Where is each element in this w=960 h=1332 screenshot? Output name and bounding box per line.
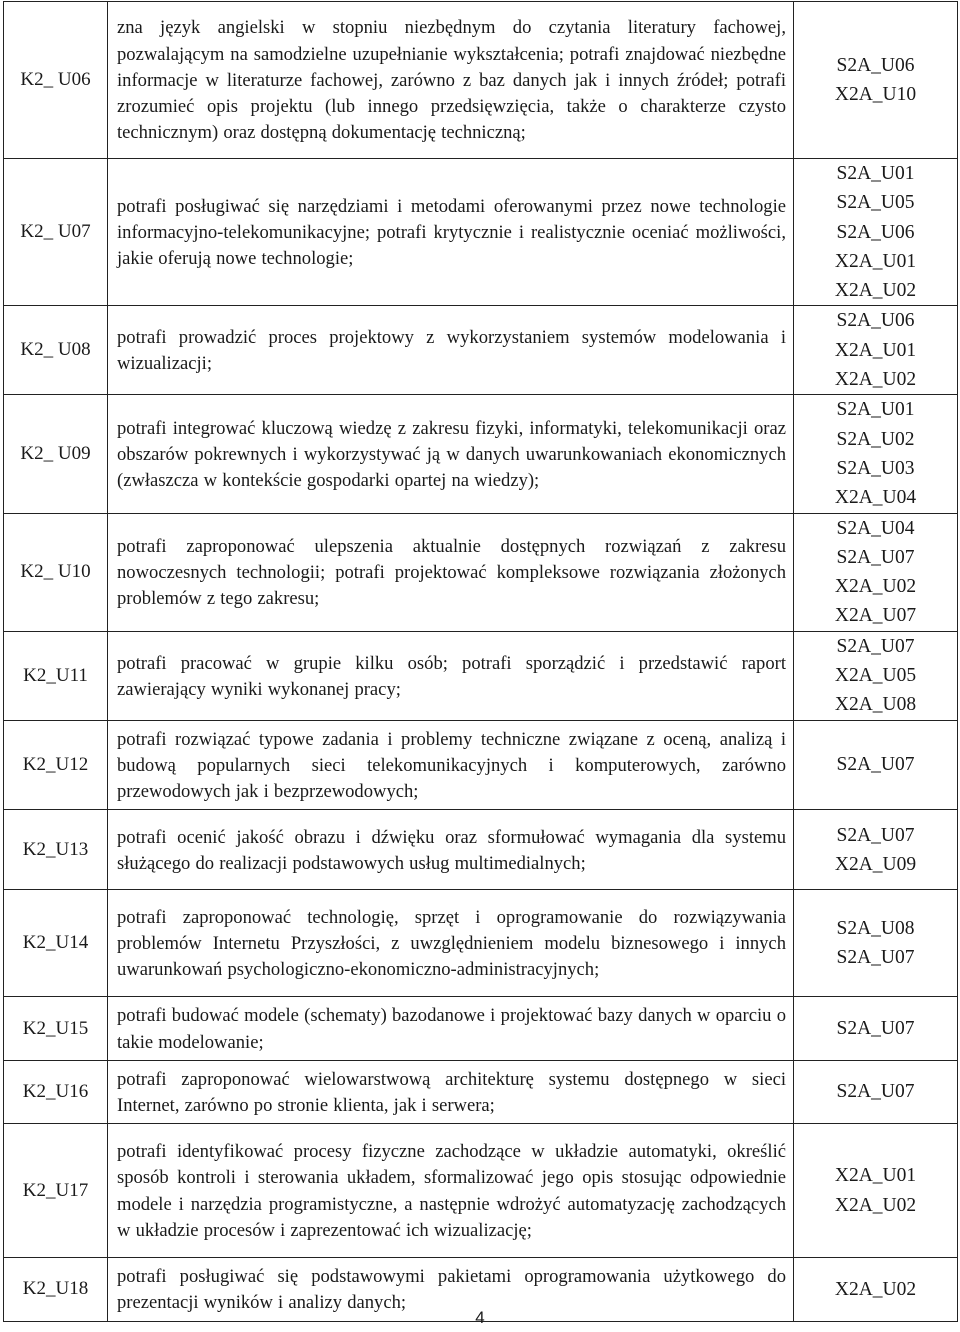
reference-code: X2A_U02 <box>834 1278 917 1300</box>
reference-code: S2A_U06 <box>836 54 915 76</box>
reference-code: S2A_U03 <box>836 457 915 479</box>
reference-code: S2A_U07 <box>836 546 915 568</box>
outcome-references <box>794 1124 958 1258</box>
table-row <box>4 997 958 1060</box>
outcome-code: K2_U15 <box>4 997 108 1060</box>
table-row <box>4 2 958 159</box>
reference-code: S2A_U05 <box>836 192 915 214</box>
table-row <box>4 631 958 720</box>
reference-code: S2A_U07 <box>836 824 915 846</box>
table-row <box>4 159 958 306</box>
reference-code: X2A_U07 <box>834 605 917 627</box>
outcome-code: K2_U17 <box>4 1124 108 1258</box>
outcome-references <box>794 1060 958 1123</box>
outcome-code: K2_ U10 <box>4 513 108 631</box>
outcome-code: K2_ U09 <box>4 395 108 513</box>
reference-code: S2A_U06 <box>836 221 915 243</box>
reference-code: S2A_U08 <box>836 918 915 940</box>
reference-code: S2A_U07 <box>836 1017 915 1039</box>
table-row <box>4 810 958 890</box>
outcome-references <box>794 810 958 890</box>
reference-code: X2A_U05 <box>834 665 917 687</box>
reference-code: S2A_U01 <box>836 399 915 421</box>
reference-code: X2A_U02 <box>834 280 917 302</box>
outcome-code: K2_ U06 <box>4 2 108 159</box>
reference-code: S2A_U04 <box>836 517 915 539</box>
reference-code: S2A_U07 <box>836 635 915 657</box>
reference-code: X2A_U02 <box>834 369 917 391</box>
reference-code: X2A_U01 <box>834 1165 917 1187</box>
reference-code: X2A_U10 <box>834 84 917 105</box>
table-row <box>4 1060 958 1123</box>
outcome-description: potrafi rozwiązać typowe zadania i problemy techniczne związane z oceną, analizą i budową popularnych sieci telekomunikacyjnych i komputerowych, zarówno przewodowych jak i bezprzewodowych; <box>108 720 794 810</box>
outcome-code: K2_U14 <box>4 890 108 997</box>
reference-code: S2A_U02 <box>836 428 915 450</box>
reference-code: X2A_U01 <box>834 250 917 272</box>
outcome-description: potrafi zaproponować wielowarstwową architekturę systemu dostępnego w sieci Internet, zarówno po stronie klienta, jak i serwera; <box>108 1060 794 1123</box>
outcome-description: potrafi zaproponować ulepszenia aktualnie dostępnych rozwiązań z zakresu nowoczesnych technologii; potrafi projektować kompleksowe rozwiązania złożonych problemów z tego zakresu; <box>108 513 794 631</box>
outcome-references <box>794 997 958 1060</box>
outcome-description: potrafi zaproponować technologię, sprzęt i oprogramowanie do rozwiązywania problemów Internetu Przyszłości, z uwzględnieniem modelu biznesowego i innych uwarunkowań psychologiczno-ekonomiczno-administracyjnych; <box>108 890 794 997</box>
outcome-description: potrafi ocenić jakość obrazu i dźwięku oraz sformułować wymagania dla systemu służącego do realizacji podstawowych usług multimedialnych; <box>108 810 794 890</box>
table-row <box>4 720 958 810</box>
reference-code: S2A_U01 <box>836 163 915 184</box>
reference-code: S2A_U06 <box>836 310 915 332</box>
table-row <box>4 890 958 997</box>
outcome-references <box>794 2 958 159</box>
outcome-references <box>794 306 958 395</box>
outcome-code: K2_U13 <box>4 810 108 890</box>
outcome-code: K2_ U07 <box>4 159 108 306</box>
table-row <box>4 1124 958 1258</box>
reference-code: X2A_U04 <box>834 487 917 509</box>
outcome-references <box>794 890 958 997</box>
outcome-description: potrafi posługiwać się narzędziami i metodami oferowanymi przez nowe technologie informacyjno-telekomunikacyjne; potrafi krytycznie i realistycznie oceniać możliwości, jakie oferują nowe technologie; <box>108 159 794 306</box>
reference-code: X2A_U02 <box>834 1194 917 1216</box>
reference-code: S2A_U07 <box>836 754 915 776</box>
table-row <box>4 395 958 513</box>
reference-code: S2A_U07 <box>836 1081 915 1103</box>
outcome-code: K2_ U08 <box>4 306 108 395</box>
outcome-code: K2_U11 <box>4 631 108 720</box>
table-row <box>4 306 958 395</box>
outcome-description: potrafi prowadzić proces projektowy z wykorzystaniem systemów modelowania i wizualizacji; <box>108 306 794 395</box>
outcome-references <box>794 159 958 306</box>
outcome-code: K2_U18 <box>4 1258 108 1321</box>
outcome-description: potrafi identyfikować procesy fizyczne zachodzące w układzie automatyki, określić sposób kontroli i sterowania układem, sformalizować jego opis stosując odpowiednie modele i narzędzia programistyczne, a następnie wdrożyć automatyzację zachodzących w układzie procesów i zaprezentować ich wizualizację; <box>108 1124 794 1258</box>
outcome-description: zna język angielski w stopniu niezbędnym do czytania literatury fachowej, pozwalającym na samodzielne uzupełnianie wykształcenia; potrafi znajdować niezbędne informacje w literaturze fachowej, zarówno z baz danych jak i innych źródeł; potrafi zrozumieć opis projektu (lub innego przedsięwzięcia, także o charakterze czysto technicznym) oraz dostępną dokumentację techniczną; <box>108 2 794 159</box>
page-number: 4 <box>475 1308 485 1327</box>
outcome-references <box>794 395 958 513</box>
outcome-references <box>794 513 958 631</box>
outcome-references <box>794 631 958 720</box>
reference-code: S2A_U07 <box>836 947 915 969</box>
table-row <box>4 513 958 631</box>
outcome-code: K2_U16 <box>4 1060 108 1123</box>
outcome-code: K2_U12 <box>4 720 108 810</box>
outcome-description: potrafi pracować w grupie kilku osób; potrafi sporządzić i przedstawić raport zawierający wyniki wykonanej pracy; <box>108 631 794 720</box>
outcome-description: potrafi integrować kluczową wiedzę z zakresu fizyki, informatyki, telekomunikacji oraz obszarów pokrewnych i wykorzystywać ją w danych uwarunkowaniach ekonomicznych (zwłaszcza w kontekście gospodarki opartej na wiedzy); <box>108 395 794 513</box>
reference-code: X2A_U08 <box>834 694 917 716</box>
outcome-references <box>794 720 958 810</box>
outcome-description: potrafi budować modele (schematy) bazodanowe i projektować bazy danych w oparciu o takie modelowanie; <box>108 997 794 1060</box>
reference-code: X2A_U02 <box>834 576 917 598</box>
reference-code: X2A_U01 <box>834 339 917 361</box>
learning-outcomes-table <box>3 1 958 1322</box>
outcome-description: potrafi posługiwać się podstawowymi pakietami oprogramowania użytkowego do prezentacji wyników i analizy danych; <box>108 1258 794 1321</box>
reference-code: X2A_U09 <box>834 853 917 875</box>
